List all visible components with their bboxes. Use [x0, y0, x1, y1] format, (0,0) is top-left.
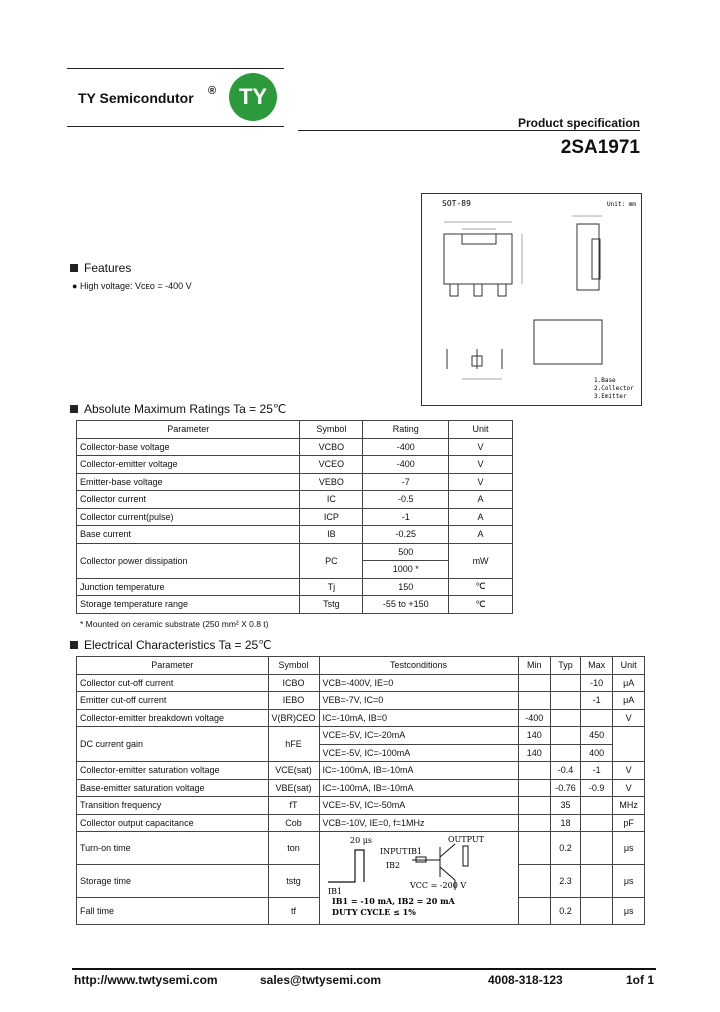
header-rule-top — [67, 68, 284, 69]
table-header-cell: Symbol — [268, 657, 319, 675]
svg-text:VCC = -200 V: VCC = -200 V — [409, 881, 466, 890]
abs-max-heading: Absolute Maximum Ratings Ta = 25℃ — [70, 402, 286, 416]
table-cell: Tstg — [300, 596, 363, 614]
table-cell: V — [449, 438, 513, 456]
table-cell — [518, 674, 551, 692]
logo-text: TY — [238, 84, 268, 109]
table-cell: Storage temperature range — [77, 596, 300, 614]
table-cell: 500 — [363, 543, 449, 561]
table-cell: ICBO — [268, 674, 319, 692]
table-cell: VEBO — [300, 473, 363, 491]
table-cell — [518, 865, 551, 898]
table-cell: tstg — [268, 865, 319, 898]
table-cell: MHz — [613, 797, 645, 815]
table-cell: -1 — [580, 762, 612, 780]
table-cell: Tj — [300, 578, 363, 596]
table-cell: -400 — [518, 709, 551, 727]
table-row — [77, 456, 513, 474]
table-cell: VCE=-5V, IC=-50mA — [319, 797, 518, 815]
table-cell: -400 — [363, 456, 449, 474]
table-cell — [580, 865, 612, 898]
table-cell — [613, 727, 645, 762]
table-row — [77, 762, 645, 780]
table-cell: -0.9 — [580, 779, 612, 797]
table-cell: ℃ — [449, 596, 513, 614]
table-cell: VEB=-7V, IC=0 — [319, 692, 518, 710]
table-cell: 140 — [518, 744, 551, 762]
table-cell — [518, 898, 551, 925]
table-cell — [580, 797, 612, 815]
table-row — [77, 657, 645, 675]
feature-item: ● High voltage: Vᴄᴇᴏ = -400 V — [72, 281, 192, 291]
table-cell: V — [613, 762, 645, 780]
table-cell: A — [449, 491, 513, 509]
table-row — [77, 779, 645, 797]
table-cell: IC=-10mA, IB=0 — [319, 709, 518, 727]
company-name: TY Semicondutor — [78, 90, 194, 106]
table-row — [77, 727, 645, 745]
table-cell: IC=-100mA, IB=-10mA — [319, 779, 518, 797]
package-drawing — [421, 193, 642, 406]
pin-2-label: 2.Collector — [594, 385, 634, 392]
package-unit: Unit: mm — [607, 201, 636, 208]
table-cell: -0.5 — [363, 491, 449, 509]
table-row — [77, 709, 645, 727]
table-header-cell: Rating — [363, 421, 449, 439]
table-cell: Emitter-base voltage — [77, 473, 300, 491]
table-cell: μA — [613, 674, 645, 692]
table-cell: 1000 * — [363, 561, 449, 579]
table-cell: Storage time — [77, 865, 269, 898]
table-cell: V — [613, 709, 645, 727]
elec-heading: Electrical Characteristics Ta = 25℃ — [70, 638, 272, 652]
table-cell: Collector-emitter voltage — [77, 456, 300, 474]
table-cell: Collector-base voltage — [77, 438, 300, 456]
table-cell: hFE — [268, 727, 319, 762]
table-header-cell: Min — [518, 657, 551, 675]
table-header-cell: Unit — [613, 657, 645, 675]
table-cell: Turn-on time — [77, 832, 269, 865]
table-row — [77, 508, 513, 526]
svg-text:IB1: IB1 — [327, 887, 342, 896]
table-cell: VCE(sat) — [268, 762, 319, 780]
footer-email[interactable]: sales@twtysemi.com — [260, 973, 382, 987]
table-cell: 0.2 — [551, 832, 581, 865]
table-header-cell: Typ — [551, 657, 581, 675]
table-cell: -10 — [580, 674, 612, 692]
table-cell: VCE=-5V, IC=-20mA — [319, 727, 518, 745]
table-cell — [551, 744, 581, 762]
table-cell — [518, 779, 551, 797]
table-row — [77, 814, 645, 832]
table-cell — [580, 832, 612, 865]
header-rule-bottom — [67, 126, 284, 127]
table-row — [77, 674, 645, 692]
table-header-cell: Max — [580, 657, 612, 675]
table-cell: -55 to +150 — [363, 596, 449, 614]
table-cell: 400 — [580, 744, 612, 762]
svg-text:OUTPUT: OUTPUT — [447, 835, 484, 844]
table-row — [77, 692, 645, 710]
table-cell: VBE(sat) — [268, 779, 319, 797]
bullet-square-icon — [70, 641, 78, 649]
table-cell: Collector-emitter breakdown voltage — [77, 709, 269, 727]
table-row — [77, 473, 513, 491]
bullet-square-icon — [70, 264, 78, 272]
switching-circuit-cell — [319, 832, 518, 925]
table-cell: μA — [613, 692, 645, 710]
table-cell: 2.3 — [551, 865, 581, 898]
table-cell: ton — [268, 832, 319, 865]
table-row — [77, 491, 513, 509]
table-header-cell: Parameter — [77, 421, 300, 439]
table-cell: IEBO — [268, 692, 319, 710]
table-cell: Cob — [268, 814, 319, 832]
table-cell: 150 — [363, 578, 449, 596]
svg-text:IB1 = -10 mA, IB2 = 20 mA: IB1 = -10 mA, IB2 = 20 mA — [331, 896, 455, 906]
table-cell — [518, 762, 551, 780]
table-row — [77, 421, 513, 439]
table-cell — [551, 709, 581, 727]
table-cell: Transition frequency — [77, 797, 269, 815]
package-outline-svg — [422, 194, 641, 405]
table-cell: V — [449, 473, 513, 491]
table-header-cell: Symbol — [300, 421, 363, 439]
bullet-square-icon — [70, 405, 78, 413]
table-cell: μs — [613, 898, 645, 925]
table-header-cell: Parameter — [77, 657, 269, 675]
table-cell: ICP — [300, 508, 363, 526]
table-cell: tf — [268, 898, 319, 925]
abs-max-note: * Mounted on ceramic substrate (250 mm² X 0.8 t) — [80, 619, 269, 629]
table-cell: -7 — [363, 473, 449, 491]
table-cell: μs — [613, 865, 645, 898]
table-cell: -1 — [580, 692, 612, 710]
abs-max-table — [76, 420, 513, 614]
table-cell: Collector-emitter saturation voltage — [77, 762, 269, 780]
table-cell: -1 — [363, 508, 449, 526]
table-cell: 140 — [518, 727, 551, 745]
svg-text:INPUT: INPUT — [379, 847, 407, 856]
table-cell: -400 — [363, 438, 449, 456]
table-cell: IC=-100mA, IB=-10mA — [319, 762, 518, 780]
table-cell: Collector current(pulse) — [77, 508, 300, 526]
table-header-cell: Unit — [449, 421, 513, 439]
table-cell — [518, 814, 551, 832]
table-cell — [580, 898, 612, 925]
table-cell: VCBO — [300, 438, 363, 456]
package-name: SOT-89 — [442, 199, 471, 208]
part-number: 2SA1971 — [560, 137, 640, 158]
table-cell: -0.25 — [363, 526, 449, 544]
table-cell — [580, 709, 612, 727]
table-cell: VCB=-400V, IE=0 — [319, 674, 518, 692]
product-spec-label: Product specification — [517, 116, 640, 130]
table-cell — [518, 832, 551, 865]
table-row — [77, 596, 513, 614]
table-cell: VCEO — [300, 456, 363, 474]
table-row — [77, 438, 513, 456]
table-cell — [551, 727, 581, 745]
elec-table — [76, 656, 645, 925]
table-row — [77, 797, 645, 815]
table-cell: Collector cut-off current — [77, 674, 269, 692]
table-cell: 450 — [580, 727, 612, 745]
spec-rule — [298, 130, 640, 131]
pin-3-label: 3.Emitter — [594, 393, 627, 400]
table-cell — [580, 814, 612, 832]
table-cell: μs — [613, 832, 645, 865]
table-cell: IB — [300, 526, 363, 544]
table-cell: Emitter cut-off current — [77, 692, 269, 710]
table-cell: V — [613, 779, 645, 797]
table-cell: VCB=-10V, IE=0, f=1MHz — [319, 814, 518, 832]
table-cell — [518, 692, 551, 710]
table-cell: 35 — [551, 797, 581, 815]
table-cell: Collector output capacitance — [77, 814, 269, 832]
table-cell: pF — [613, 814, 645, 832]
table-cell — [518, 797, 551, 815]
table-cell: 18 — [551, 814, 581, 832]
switching-circuit-svg — [320, 832, 518, 924]
table-cell: IC — [300, 491, 363, 509]
table-cell — [551, 692, 581, 710]
table-cell: ℃ — [449, 578, 513, 596]
table-cell: Fall time — [77, 898, 269, 925]
table-row — [77, 526, 513, 544]
table-cell — [551, 674, 581, 692]
table-header-cell: Testconditions — [319, 657, 518, 675]
table-cell: A — [449, 526, 513, 544]
table-cell: 0.2 — [551, 898, 581, 925]
table-cell: fT — [268, 797, 319, 815]
table-row — [77, 578, 513, 596]
table-cell: PC — [300, 543, 363, 578]
footer-phone: 4008-318-123 — [488, 973, 563, 987]
svg-text:IB2: IB2 — [385, 861, 400, 870]
footer-url[interactable]: http://www.twtysemi.com — [74, 973, 218, 987]
table-cell: A — [449, 508, 513, 526]
table-cell: Collector power dissipation — [77, 543, 300, 578]
table-cell: Base current — [77, 526, 300, 544]
table-cell: VCE=-5V, IC=-100mA — [319, 744, 518, 762]
table-cell: -0.76 — [551, 779, 581, 797]
table-row — [77, 832, 645, 865]
svg-text:20 μs: 20 μs — [349, 836, 372, 845]
pin-1-label: 1.Base — [594, 377, 616, 384]
table-row — [77, 543, 513, 561]
svg-text:DUTY CYCLE ≤ 1%: DUTY CYCLE ≤ 1% — [331, 907, 416, 917]
svg-text:IB1: IB1 — [407, 847, 422, 856]
registered-mark: ® — [208, 85, 217, 97]
footer-rule — [72, 968, 656, 970]
table-cell: Collector current — [77, 491, 300, 509]
footer-page: 1of 1 — [626, 973, 655, 987]
table-cell: -0.4 — [551, 762, 581, 780]
company-logo — [229, 73, 277, 121]
table-cell: V(BR)CEO — [268, 709, 319, 727]
features-heading: Features — [70, 261, 131, 275]
table-cell: DC current gain — [77, 727, 269, 762]
table-cell: V — [449, 456, 513, 474]
table-cell: mW — [449, 543, 513, 578]
table-cell: Junction temperature — [77, 578, 300, 596]
table-cell: Base-emitter saturation voltage — [77, 779, 269, 797]
